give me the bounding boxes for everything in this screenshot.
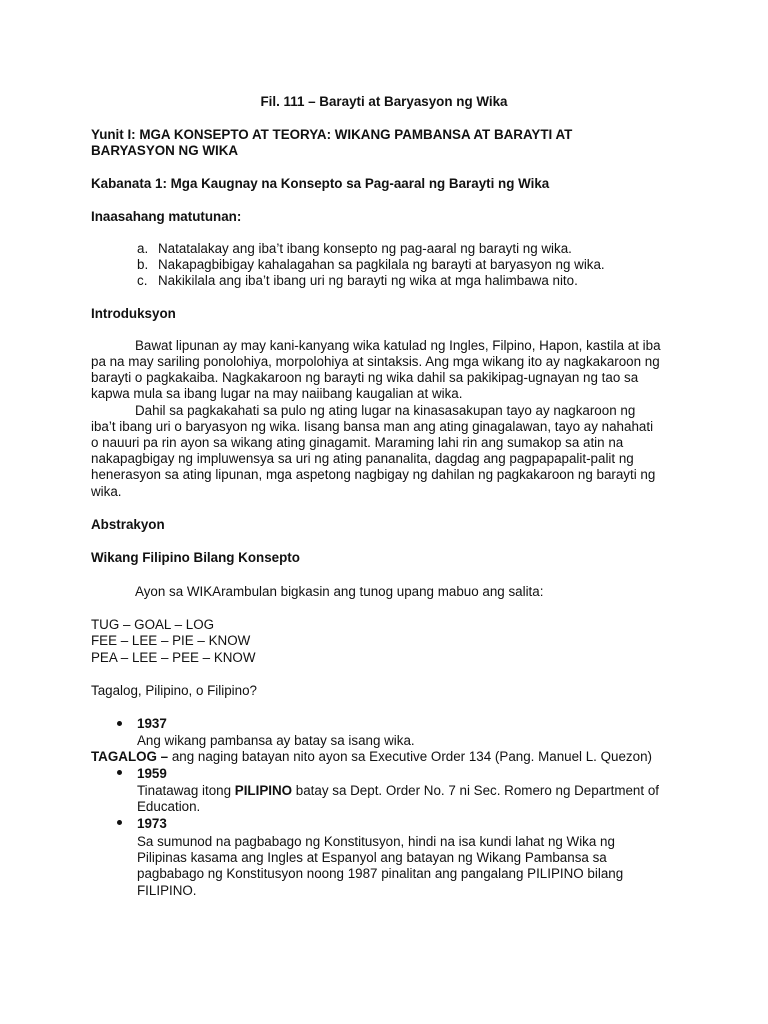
- intro-p1-line-1: Bawat lipunan ay may kani-kanyang wika katulad ng Ingles, Filpino, Hapon, kastila at iba: [135, 338, 661, 353]
- intro-p2-line-4: nakapagbigay ng impluwensya sa uri ng ating pananalita, dagdag ang pagpapapalit-palit ng: [91, 451, 634, 466]
- year-1973-line-1: Sa sumunod na pagbabago ng Konstitusyon, hindi na isa kundi lahat ng Wika ng: [137, 834, 615, 849]
- objectives-heading: Inaasahang matutunan:: [91, 209, 242, 224]
- page-title: Fil. 111 – Barayti at Baryasyon ng Wika: [260, 94, 508, 109]
- abstraction-intro: Ayon sa WIKArambulan bigkasin ang tunog upang mabuo ang salita:: [135, 584, 544, 599]
- bullet-dot-1937: [117, 721, 122, 726]
- year-1959-line-1: [137, 783, 659, 799]
- unit-title-line-2: BARYASYON NG WIKA: [91, 143, 239, 158]
- chapter-title: Kabanata 1: Mga Kaugnay na Konsepto sa Pag-aaral ng Barayti ng Wika: [91, 176, 550, 191]
- abstraction-subheading: Wikang Filipino Bilang Konsepto: [91, 550, 300, 565]
- bullet-dot-1959: [117, 770, 122, 775]
- year-1959: 1959: [137, 766, 167, 781]
- sound-line-3: PEA – LEE – PEE – KNOW: [91, 650, 256, 665]
- year-1973-line-2: Pilipinas kasama ang Ingles at Espanyol ang batayan ng Wikang Pambansa sa: [137, 850, 607, 865]
- year-1973-line-4: FILIPINO.: [137, 883, 197, 898]
- sound-line-1: TUG – GOAL – LOG: [91, 617, 215, 632]
- year-1959-line-2: Education.: [137, 799, 201, 814]
- sound-line-2: FEE – LEE – PIE – KNOW: [91, 633, 251, 648]
- objective-marker-b: b.: [137, 257, 149, 272]
- year-1959-post: batay sa Dept. Order No. 7 ni Sec. Romero ng Department of: [292, 783, 659, 798]
- objective-item-c: Nakikilala ang iba’t ibang uri ng barayti ng wika at mga halimbawa nito.: [158, 273, 578, 288]
- year-1973: 1973: [137, 816, 167, 831]
- year-1937-line-2: [91, 749, 652, 765]
- objective-marker-a: a.: [137, 241, 149, 256]
- intro-p1-line-4: kapwa mula sa ibang lugar na may naiibang kaugalian at wika.: [91, 386, 463, 401]
- intro-p2-line-1: Dahil sa pagkakahati sa pulo ng ating lugar na kinasasakupan tayo ay nagkaroon ng: [135, 403, 636, 418]
- introduction-heading: Introduksyon: [91, 306, 176, 321]
- intro-p2-line-5: henerasyon sa ating lipunan, mga aspetong nagbigay ng dahilan ng pagkakaroon ng barayti ng: [91, 467, 656, 482]
- unit-title-line-1: Yunit I: MGA KONSEPTO AT TEORYA: WIKANG PAMBANSA AT BARAYTI AT: [91, 127, 573, 142]
- objective-marker-c: c.: [137, 273, 148, 288]
- year-1937-line-1: Ang wikang pambansa ay batay sa isang wika.: [137, 733, 415, 748]
- intro-p1-line-2: pa na may sariling ponolohiya, morpolohiya at sintaksis. Ang mga wikang ito ay nagkakaroon ng: [91, 354, 660, 369]
- tagalog-description: ang naging batayan nito ayon sa Executive Order 134 (Pang. Manuel L. Quezon): [168, 749, 652, 764]
- objective-item-b: Nakapagbibigay kahalagahan sa pagkilala ng barayti at baryasyon ng wika.: [158, 257, 605, 272]
- intro-p1-line-3: barayti o pagkakaiba. Nagkakaroon ng barayti ng wika dahil sa pakikipag-ugnayan ng tao sa: [91, 370, 639, 385]
- bullet-dot-1973: [117, 820, 122, 825]
- intro-p2-line-2: iba’t ibang uri o baryasyon ng wika. Iisang bansa man ang ating ginagalawan, tayo ay nahahati: [91, 419, 654, 434]
- intro-p2-line-3: o nauuri pa rin ayon sa wikang ating ginagamit. Maraming lahi rin ang sumakop sa atin na: [91, 435, 624, 450]
- intro-p2-line-6: wika.: [91, 484, 122, 499]
- abstraction-heading: Abstrakyon: [91, 517, 165, 532]
- year-1937: 1937: [137, 716, 167, 731]
- tagalog-label: TAGALOG –: [91, 749, 169, 764]
- year-1959-pre: Tinatawag itong: [137, 783, 235, 798]
- pilipino-label: PILIPINO: [234, 783, 293, 798]
- objective-item-a: Natatalakay ang iba’t ibang konsepto ng pag-aaral ng barayti ng wika.: [158, 241, 572, 256]
- name-question: Tagalog, Pilipino, o Filipino?: [91, 683, 257, 698]
- year-1973-line-3: pagbabago ng Konstitusyon noong 1987 pinalitan ang pangalang PILIPINO bilang: [137, 866, 624, 881]
